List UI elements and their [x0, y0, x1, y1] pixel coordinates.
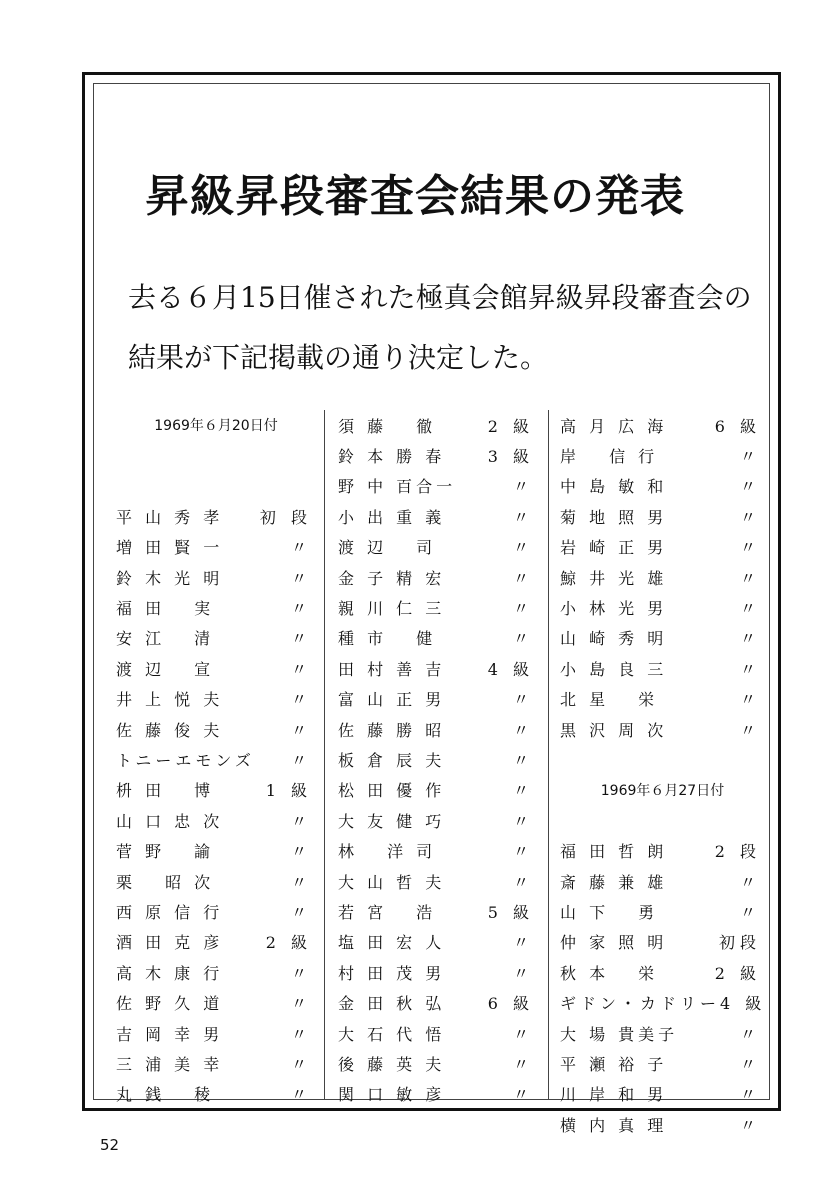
member-name: 佐 野 久 道 [116, 994, 224, 1014]
member-name: 佐 藤 勝 昭 [338, 720, 446, 740]
result-row [560, 1048, 765, 1078]
member-name: 高 月 広 海 [560, 416, 668, 436]
result-row [338, 1018, 538, 1048]
member-name: 親 川 仁 三 [338, 599, 446, 619]
rank-grade: 〃 [512, 599, 534, 619]
rank-grade: 初段 [718, 933, 761, 953]
result-row [560, 1079, 765, 1109]
result-row [338, 987, 538, 1017]
rank-grade: 〃 [290, 811, 312, 831]
rank-grade: 6 級 [714, 416, 761, 436]
result-row [560, 410, 765, 440]
result-row [116, 896, 316, 926]
rank-grade: 〃 [290, 659, 312, 679]
rank-grade: 〃 [290, 994, 312, 1014]
rank-grade: 〃 [739, 720, 761, 740]
result-row [338, 471, 538, 501]
rank-grade: 〃 [512, 538, 534, 558]
rank-grade: 〃 [290, 872, 312, 892]
member-name: 斎 藤 兼 雄 [560, 872, 668, 892]
result-row [116, 714, 316, 744]
member-name: 富 山 正 男 [338, 690, 446, 710]
result-row [560, 592, 765, 622]
member-name: 山 下 勇 [560, 902, 659, 922]
member-name: 小 出 重 義 [338, 507, 446, 527]
rank-grade: 〃 [512, 781, 534, 801]
rank-grade: 〃 [512, 811, 534, 831]
member-name: 種 市 健 [338, 629, 437, 649]
result-row [116, 927, 316, 957]
rank-grade: 〃 [290, 538, 312, 558]
member-name: 鈴 木 光 明 [116, 568, 224, 588]
result-row [338, 592, 538, 622]
member-name: 渡 辺 司 [338, 538, 437, 558]
rank-grade: 〃 [290, 629, 312, 649]
result-row [560, 1109, 765, 1139]
rank-grade: 〃 [512, 1085, 534, 1105]
member-name: 西 原 信 行 [116, 902, 224, 922]
rank-grade: 〃 [290, 750, 312, 770]
result-row [338, 775, 538, 805]
result-row [560, 957, 765, 987]
results-column-2 [338, 410, 538, 1109]
result-row [560, 866, 765, 896]
member-name: 後 藤 英 夫 [338, 1054, 446, 1074]
result-row [560, 653, 765, 683]
member-name: 酒 田 克 彦 [116, 933, 224, 953]
member-name: ギドン・カドリー [560, 994, 721, 1014]
result-row [338, 896, 538, 926]
rank-grade: 〃 [290, 963, 312, 983]
result-row [116, 744, 316, 774]
result-row [116, 987, 316, 1017]
result-row [116, 805, 316, 835]
result-row [338, 501, 538, 531]
member-name: 福 田 哲 朗 [560, 842, 668, 862]
rank-grade: 〃 [512, 1054, 534, 1074]
rank-grade: 〃 [290, 599, 312, 619]
result-row [560, 532, 765, 562]
member-name: 三 浦 美 幸 [116, 1054, 224, 1074]
rank-grade: 〃 [290, 842, 312, 862]
result-row [338, 1048, 538, 1078]
results-column-3 [560, 410, 765, 1139]
member-name: 鯨 井 光 雄 [560, 568, 668, 588]
rank-grade: 〃 [739, 659, 761, 679]
spacer [116, 440, 316, 470]
member-name: 林 洋 司 [338, 842, 437, 862]
result-row [116, 866, 316, 896]
member-name: 仲 家 照 明 [560, 933, 668, 953]
member-name: 中 島 敏 和 [560, 477, 668, 497]
result-row [560, 501, 765, 531]
result-row [338, 805, 538, 835]
member-name: 山 崎 秀 明 [560, 629, 668, 649]
member-name: 安 江 清 [116, 629, 215, 649]
result-row [116, 957, 316, 987]
rank-grade: 〃 [739, 599, 761, 619]
rank-grade: 〃 [512, 1024, 534, 1044]
rank-grade: 〃 [512, 477, 534, 497]
rank-grade: 〃 [290, 902, 312, 922]
member-name: 増 田 賢 一 [116, 538, 224, 558]
member-name: トニーエモンズ [116, 750, 255, 770]
member-name: 渡 辺 宣 [116, 659, 215, 679]
result-row [560, 440, 765, 470]
member-name: 野 中 百合一 [338, 477, 457, 497]
rank-grade: 〃 [739, 1024, 761, 1044]
result-row [116, 653, 316, 683]
member-name: 栗 昭 次 [116, 872, 215, 892]
member-name: 金 子 精 宏 [338, 568, 446, 588]
member-name: 小 林 光 男 [560, 599, 668, 619]
results-column-1 [116, 410, 316, 1109]
result-row [338, 562, 538, 592]
member-name: 金 田 秋 弘 [338, 994, 446, 1014]
result-row [338, 866, 538, 896]
rank-grade: 〃 [512, 720, 534, 740]
spacer [116, 471, 316, 501]
rank-grade: 〃 [512, 963, 534, 983]
member-name: 佐 藤 俊 夫 [116, 720, 224, 740]
rank-grade: 〃 [739, 477, 761, 497]
member-name: 板 倉 辰 夫 [338, 750, 446, 770]
rank-grade: 〃 [739, 538, 761, 558]
member-name: 福 田 実 [116, 599, 215, 619]
member-name: 菊 地 照 男 [560, 507, 668, 527]
rank-grade: 〃 [512, 872, 534, 892]
member-name: 平 山 秀 孝 [116, 507, 224, 527]
announcement-title: 昇級昇段審査会結果の発表 [145, 171, 685, 222]
result-row [338, 623, 538, 653]
result-row [116, 532, 316, 562]
result-row [338, 440, 538, 470]
member-name: 枡 田 博 [116, 781, 215, 801]
member-name: 小 島 良 三 [560, 659, 668, 679]
result-row [560, 927, 765, 957]
result-row [116, 835, 316, 865]
spacer [560, 744, 765, 774]
result-row [338, 744, 538, 774]
rank-grade: 〃 [739, 568, 761, 588]
result-row [116, 1079, 316, 1109]
rank-grade: 2 級 [265, 933, 312, 953]
result-row [338, 957, 538, 987]
result-row [560, 987, 765, 1017]
rank-grade: 〃 [739, 690, 761, 710]
member-name: 岩 崎 正 男 [560, 538, 668, 558]
result-row [560, 562, 765, 592]
member-name: 横 内 真 理 [560, 1115, 668, 1135]
rank-grade: 〃 [512, 750, 534, 770]
rank-grade: 〃 [512, 690, 534, 710]
result-row [338, 835, 538, 865]
rank-grade: 2 級 [714, 963, 761, 983]
rank-grade: 〃 [739, 902, 761, 922]
result-row [560, 1018, 765, 1048]
result-row [116, 1048, 316, 1078]
member-name: 若 宮 浩 [338, 902, 437, 922]
result-row [338, 684, 538, 714]
result-row [116, 623, 316, 653]
result-row [560, 471, 765, 501]
rank-grade: 〃 [290, 720, 312, 740]
member-name: 高 木 康 行 [116, 963, 224, 983]
member-name: 秋 本 栄 [560, 963, 659, 983]
result-row [560, 684, 765, 714]
result-row [338, 410, 538, 440]
member-name: 岸 信 行 [560, 447, 659, 467]
announcement-intro: 去る６月15日催された極真会館昇級昇段審査会の結果が下記掲載の通り決定した。 [128, 281, 752, 374]
rank-grade: 〃 [739, 507, 761, 527]
rank-grade: 1 級 [265, 781, 312, 801]
rank-grade: 初 段 [259, 507, 312, 527]
member-name: 大 山 哲 夫 [338, 872, 446, 892]
member-name: 塩 田 宏 人 [338, 933, 446, 953]
result-row [116, 592, 316, 622]
member-name: 黒 沢 周 次 [560, 720, 668, 740]
member-name: 村 田 茂 男 [338, 963, 446, 983]
result-row [338, 1079, 538, 1109]
result-row [116, 684, 316, 714]
rank-grade: 〃 [739, 1085, 761, 1105]
member-name: 川 岸 和 男 [560, 1085, 668, 1105]
rank-grade: 〃 [290, 568, 312, 588]
rank-grade: 〃 [290, 1024, 312, 1044]
result-row [338, 714, 538, 744]
member-name: 吉 岡 幸 男 [116, 1024, 224, 1044]
rank-grade: 〃 [290, 1054, 312, 1074]
rank-grade: 5 級 [487, 902, 534, 922]
result-row [560, 896, 765, 926]
column-divider [548, 410, 549, 1100]
member-name: 大 石 代 悟 [338, 1024, 446, 1044]
member-name: 井 上 悦 夫 [116, 690, 224, 710]
member-name: 大 場 貴美子 [560, 1024, 679, 1044]
rank-grade: 2 級 [487, 416, 534, 436]
rank-grade: 〃 [512, 842, 534, 862]
rank-grade: 6 級 [487, 994, 534, 1014]
member-name: 鈴 本 勝 春 [338, 447, 446, 467]
date-heading: 1969年６月27日付 [600, 782, 725, 799]
page-number: 52 [100, 1136, 120, 1154]
result-row [338, 927, 538, 957]
rank-grade: 〃 [512, 629, 534, 649]
member-name: 田 村 善 吉 [338, 659, 446, 679]
member-name: 関 口 敏 彦 [338, 1085, 446, 1105]
rank-grade: 〃 [290, 690, 312, 710]
member-name: 大 友 健 巧 [338, 811, 446, 831]
rank-grade: 〃 [512, 933, 534, 953]
rank-grade: 3 級 [487, 447, 534, 467]
result-row [338, 653, 538, 683]
rank-grade: 〃 [739, 447, 761, 467]
spacer [560, 805, 765, 835]
member-name: 平 瀬 裕 子 [560, 1054, 668, 1074]
rank-grade: 〃 [290, 1085, 312, 1105]
rank-grade: 4 級 [487, 659, 534, 679]
result-row [116, 1018, 316, 1048]
member-name: 北 星 栄 [560, 690, 659, 710]
member-name: 菅 野 諭 [116, 842, 215, 862]
rank-grade: 〃 [512, 568, 534, 588]
rank-grade: 〃 [512, 507, 534, 527]
result-row [560, 623, 765, 653]
result-row [560, 835, 765, 865]
rank-grade: 2 段 [714, 842, 761, 862]
result-row [116, 775, 316, 805]
member-name: 松 田 優 作 [338, 781, 446, 801]
result-row [560, 714, 765, 744]
member-name: 須 藤 徹 [338, 416, 437, 436]
date-heading: 1969年６月20日付 [154, 418, 278, 435]
result-row [116, 501, 316, 531]
rank-grade: 〃 [739, 1054, 761, 1074]
column-divider [324, 410, 325, 1100]
rank-grade: 〃 [739, 1115, 761, 1135]
rank-grade: 〃 [739, 872, 761, 892]
rank-grade: 〃 [739, 629, 761, 649]
member-name: 山 口 忠 次 [116, 811, 224, 831]
result-row [116, 562, 316, 592]
result-row [338, 532, 538, 562]
rank-grade: 4 級 [720, 994, 767, 1014]
member-name: 丸 銭 稜 [116, 1085, 215, 1105]
